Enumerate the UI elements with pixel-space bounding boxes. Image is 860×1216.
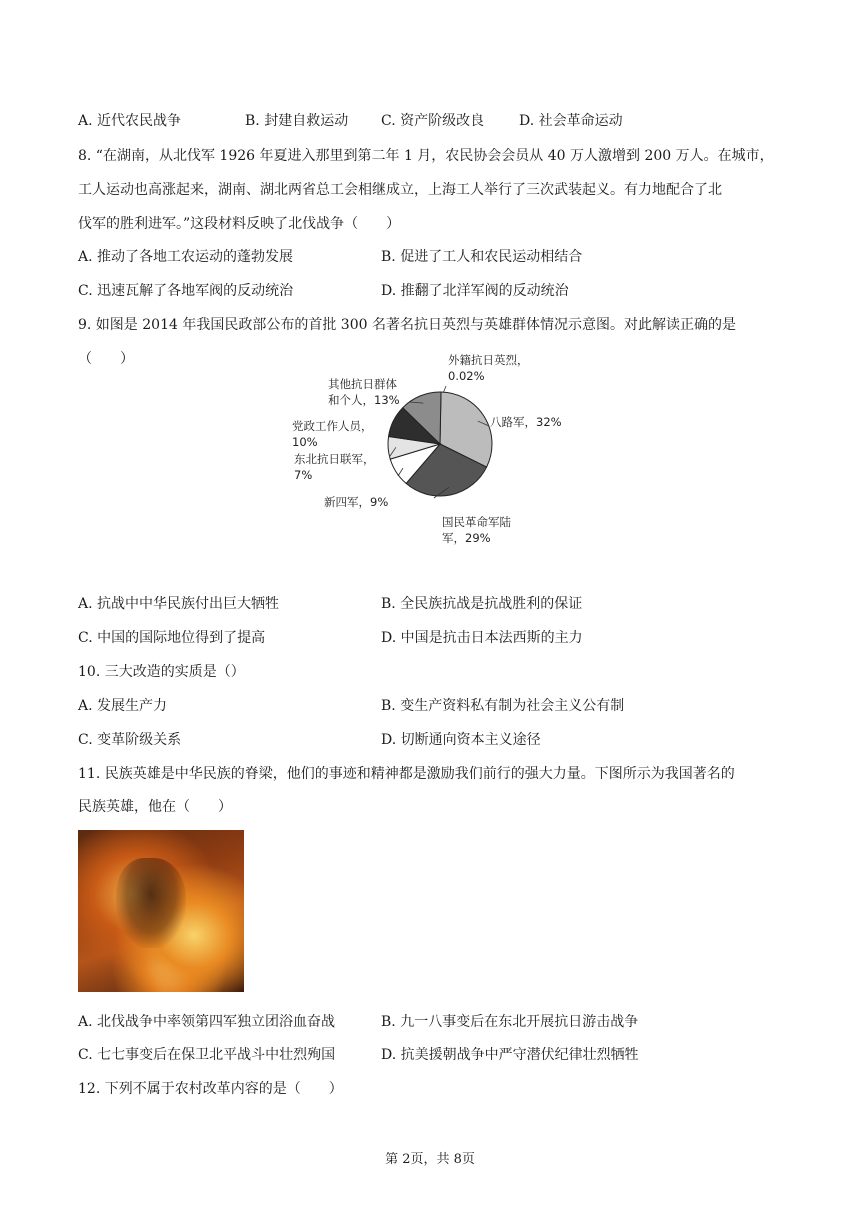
slice-label: 和个人，13%	[328, 393, 400, 407]
slice-label: 新四军，9%	[324, 495, 389, 509]
slice-label: 10%	[292, 435, 318, 449]
option-d: D. 推翻了北洋军阀的反动统治	[381, 283, 569, 299]
slice-label: 东北抗日联军，	[294, 452, 375, 466]
hero-figure	[116, 858, 186, 948]
option-b: B. 全民族抗战是抗战胜利的保证	[381, 596, 583, 612]
slice-label: 外籍抗日英烈，	[448, 353, 529, 367]
hero-photo	[78, 830, 244, 992]
question-9-stem: 9. 如图是 2014 年我国民政部公布的首批 300 名著名抗日英烈与英雄群体情况示意图。对此解读正确的是	[78, 317, 736, 333]
question-10-stem: 10. 三大改造的实质是（）	[78, 664, 245, 680]
slice-label: 国民革命军陆	[442, 515, 511, 529]
option-b: B. 变生产资料私有制为社会主义公有制	[381, 698, 625, 714]
question-11-stem: 民族英雄，他在（ ）	[78, 799, 232, 815]
option-d: D. 切断通向资本主义途径	[381, 732, 541, 748]
option-d: D. 中国是抗击日本法西斯的主力	[381, 630, 583, 646]
question-8-stem: 工人运动也高涨起来，湖南、湖北两省总工会相继成立，上海工人举行了三次武装起义。有力地配合了北	[78, 182, 722, 198]
slice-label: 八路军，32%	[490, 415, 562, 429]
option-b: B. 九一八事变后在东北开展抗日游击战争	[381, 1014, 639, 1030]
option-c: C. 迅速瓦解了各地军阀的反动统治	[78, 283, 294, 299]
option-b: B. 促进了工人和农民运动相结合	[381, 249, 583, 265]
question-9-stem: （ ）	[78, 351, 134, 367]
question-8-stem: 8. “在湖南，从北伐军 1926 年夏进入那里到第二年 1 月，农民协会会员从 40 万人激增到 200 万人。在城市，	[78, 148, 774, 164]
option-d: D. 抗美援朝战争中严守潜伏纪律壮烈牺牲	[381, 1047, 639, 1063]
pie-chart-svg	[284, 346, 584, 556]
option-c: C. 资产阶级改良	[381, 113, 485, 129]
option-a: A. 抗战中中华民族付出巨大牺牲	[78, 596, 280, 612]
pie-chart	[284, 346, 584, 556]
slice-label: 7%	[294, 468, 313, 482]
question-12-stem: 12. 下列不属于农村改革内容的是（ ）	[78, 1081, 343, 1097]
option-c: C. 变革阶级关系	[78, 732, 182, 748]
slice-label: 党政工作人员，	[292, 419, 373, 433]
slice-label: 0.02%	[448, 369, 485, 383]
question-11-stem: 11. 民族英雄是中华民族的脊梁，他们的事迹和精神都是激励我们前行的强大力量。下图所示为我国著名的	[78, 766, 735, 782]
option-a: A. 发展生产力	[78, 698, 168, 714]
option-a: A. 近代农民战争	[78, 113, 182, 129]
option-a: A. 推动了各地工农运动的蓬勃发展	[78, 249, 294, 265]
option-c: C. 七七事变后在保卫北平战斗中壮烈殉国	[78, 1047, 336, 1063]
slice-label: 其他抗日群体	[328, 377, 397, 391]
option-d: D. 社会革命运动	[519, 113, 623, 129]
option-a: A. 北伐战争中率领第四军独立团浴血奋战	[78, 1014, 336, 1030]
option-b: B. 封建自救运动	[245, 113, 349, 129]
slice-label: 军，29%	[442, 531, 491, 545]
question-8-stem: 伐军的胜利进军。”这段材料反映了北伐战争（ ）	[78, 216, 401, 232]
page-footer: 第 2页，共 8页	[385, 1152, 475, 1167]
option-c: C. 中国的国际地位得到了提高	[78, 630, 266, 646]
